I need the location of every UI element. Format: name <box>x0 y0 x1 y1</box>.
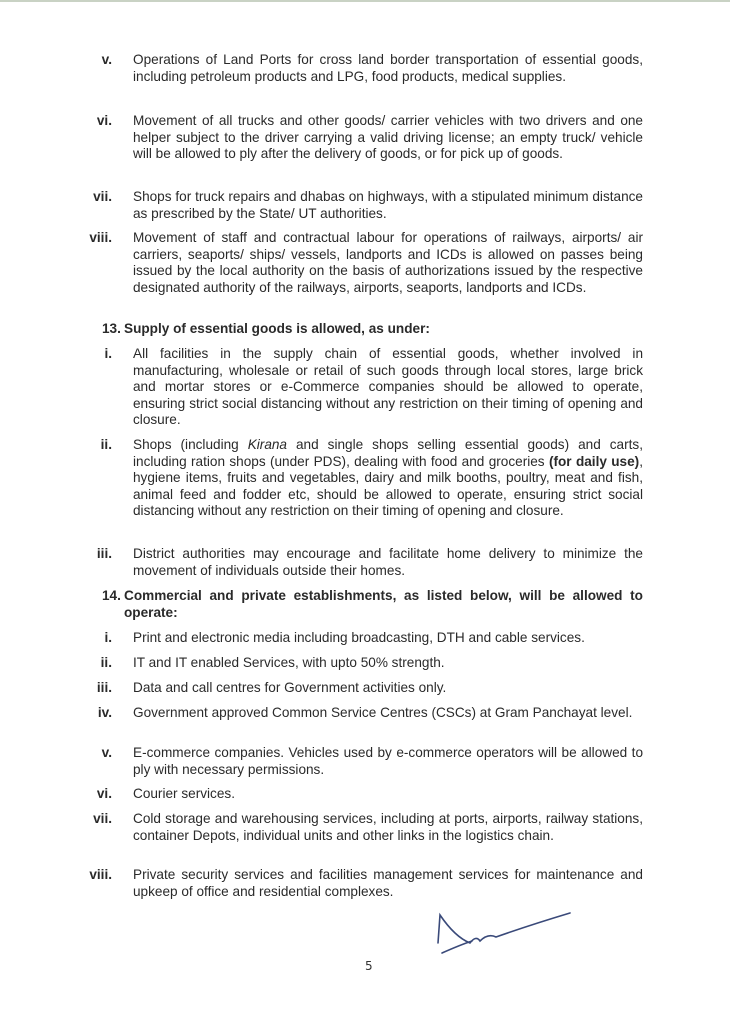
item-text: Government approved Common Service Centres (CSCs) at Gram Panchayat level. <box>133 705 633 720</box>
section-number: 14. <box>102 588 121 603</box>
item-number: i. <box>104 346 112 361</box>
item-number: iii. <box>96 546 112 561</box>
section-number: 13. <box>102 321 121 336</box>
item-text: IT and IT enabled Services, with upto 50% strength. <box>133 655 445 670</box>
item-number: vii. <box>93 189 112 204</box>
item-number: iv. <box>97 705 112 720</box>
item-number: viii. <box>89 230 112 245</box>
item-text: Cold storage and warehousing services, including at ports, airports, railway stations, container Depots, individual units and other links in the logistics chain. <box>133 811 643 843</box>
page-number: 5 <box>365 959 373 973</box>
item-text: Private security services and facilities management services for maintenance and upkeep of office and residential complexes. <box>133 867 643 899</box>
item-text: Print and electronic media including broadcasting, DTH and cable services. <box>133 630 585 645</box>
text-run-italic: Kirana <box>247 437 287 452</box>
signature-icon <box>420 905 580 965</box>
item-number: vii. <box>93 811 112 826</box>
item-text: District authorities may encourage and facilitate home delivery to minimize the movement of individuals outside their homes. <box>133 546 643 578</box>
item-number: ii. <box>100 655 112 670</box>
item-number: viii. <box>89 867 112 882</box>
item-text: Shops for truck repairs and dhabas on highways, with a stipulated minimum distance as prescribed by the State/ UT authorities. <box>133 189 643 221</box>
text-run-bold: (for daily use) <box>548 453 640 469</box>
text-run: Shops (including <box>133 437 248 452</box>
item-text: E-commerce companies. Vehicles used by e-commerce operators will be allowed to ply with necessary permissions. <box>133 745 643 777</box>
item-number: ii. <box>100 437 112 452</box>
item-text: All facilities in the supply chain of essential goods, whether involved in manufacturing, wholesale or retail of such goods through local stores, large brick and mortar stores or e-Commerce companies should be allowed to operate, ensuring strict social distancing without any restriction on their timing of opening and closure. <box>133 346 643 428</box>
text-run: and single shops selling essential goods) and carts, including ration shops (under PDS), dealing with food and groceries <box>133 437 643 469</box>
item-text: Movement of staff and contractual labour for operations of railways, airports/ air carriers, seaports/ ships/ vessels, landports and ICDs is allowed on passes being issued by the local authority on the basis of authorizations issued by the respective designated authority of the railways, airports, seaports, landports and ICDs. <box>133 230 643 295</box>
section-title: Supply of essential goods is allowed, as under: <box>124 321 430 336</box>
section-title: Commercial and private establishments, as listed below, will be allowed to operate: <box>124 588 643 620</box>
item-text: Movement of all trucks and other goods/ carrier vehicles with two drivers and one helper subject to the driver carrying a valid driving license; an empty truck/ vehicle will be allowed to ply after the delivery of goods, or for pick up of goods. <box>133 113 643 162</box>
text-run: , hygiene items, fruits and vegetables, dairy and milk booths, poultry, meat and fish, animal feed and fodder etc, should be allowed to operate, ensuring strict social distancing without any restriction on their timing of opening and closure. <box>133 453 643 519</box>
item-text: Data and call centres for Government activities only. <box>133 680 447 695</box>
item-text: Courier services. <box>133 786 235 801</box>
item-number: v. <box>101 745 112 760</box>
item-text: Operations of Land Ports for cross land border transportation of essential goods, including petroleum products and LPG, food products, medical supplies. <box>133 52 643 84</box>
item-text <box>133 437 643 520</box>
item-number: iii. <box>96 680 112 695</box>
item-number: i. <box>104 630 112 645</box>
item-number: vi. <box>96 113 112 128</box>
item-number: v. <box>101 52 112 67</box>
item-number: vi. <box>96 786 112 801</box>
